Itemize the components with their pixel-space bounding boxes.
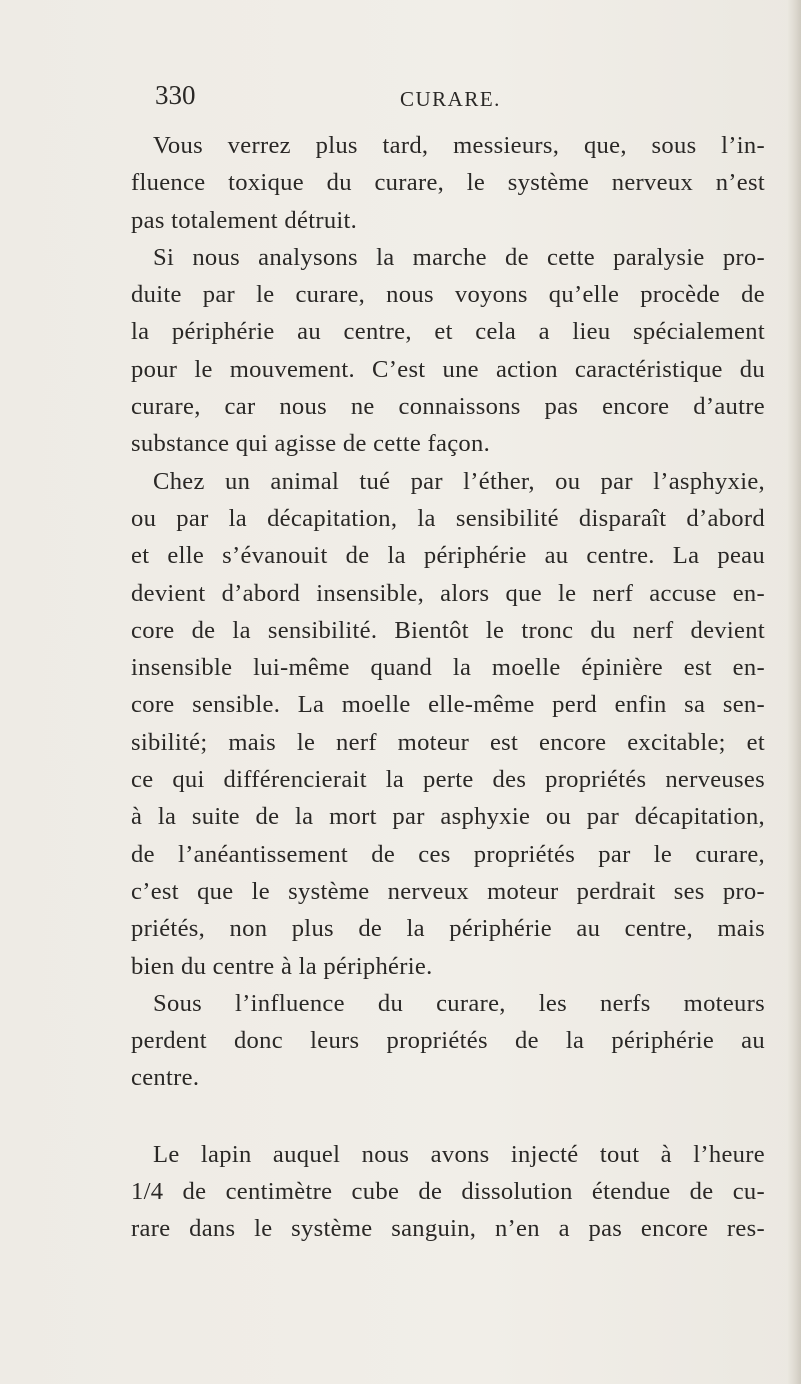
text-line: c’est que le système nerveux moteur perdrait ses pro-	[131, 877, 765, 905]
text-line: pour le mouvement. C’est une action caractéristique du	[131, 355, 765, 383]
text-line: sibilité; mais le nerf moteur est encore excitable; et	[131, 728, 765, 756]
running-title: CURARE.	[400, 87, 501, 111]
page-edge-shadow	[787, 0, 801, 1384]
paragraph	[131, 127, 765, 239]
paragraph	[131, 1136, 765, 1248]
text-line: Chez un animal tué par l’éther, ou par l’asphyxie,	[153, 467, 765, 495]
page-number: 330	[155, 80, 196, 110]
text-line: la périphérie au centre, et cela a lieu spécialement	[131, 318, 765, 346]
text-line: core sensible. La moelle elle-même perd enfin sa sen-	[131, 691, 765, 719]
paragraph	[131, 239, 765, 463]
paragraph	[131, 463, 765, 985]
text-line: priétés, non plus de la périphérie au centre, mais	[131, 915, 765, 943]
text-line: Sous l’influence du curare, les nerfs moteurs	[153, 989, 765, 1017]
text-line: pas totalement détruit.	[131, 206, 358, 234]
text-line: Vous verrez plus tard, messieurs, que, sous l’in-	[153, 132, 765, 159]
text-line: duite par le curare, nous voyons qu’elle procède de	[131, 281, 765, 309]
text-line: ou par la décapitation, la sensibilité disparaît d’abord	[131, 504, 765, 532]
paragraph-gap	[131, 1097, 765, 1136]
paragraph	[131, 985, 765, 1097]
text-line: substance qui agisse de cette façon.	[131, 430, 491, 458]
text-line: core de la sensibilité. Bientôt le tronc du nerf devient	[131, 616, 765, 644]
text-line: et elle s’évanouit de la périphérie au centre. La peau	[131, 542, 765, 570]
text-line: fluence toxique du curare, le système nerveux n’est	[131, 169, 765, 197]
page-header	[155, 80, 755, 120]
text-line: de l’anéantissement de ces propriétés par le curare,	[131, 840, 765, 868]
text-line: devient d’abord insensible, alors que le nerf accuse en-	[131, 579, 765, 607]
text-line: insensible lui-même quand la moelle épinière est en-	[131, 654, 765, 682]
text-line: rare dans le système sanguin, n’en a pas encore res-	[131, 1215, 765, 1243]
text-line: perdent donc leurs propriétés de la périphérie au	[131, 1027, 765, 1055]
text-line: Le lapin auquel nous avons injecté tout à l’heure	[153, 1140, 765, 1168]
text-line: à la suite de la mort par asphyxie ou par décapitation,	[131, 803, 765, 831]
text-line: centre.	[131, 1064, 200, 1092]
text-line: Si nous analysons la marche de cette paralysie pro-	[153, 243, 765, 271]
text-line: 1/4 de centimètre cube de dissolution étendue de cu-	[131, 1178, 765, 1206]
text-line: curare, car nous ne connaissons pas encore d’autre	[131, 393, 765, 421]
body-text	[131, 127, 765, 1248]
text-line: bien du centre à la périphérie.	[131, 952, 433, 980]
text-line: ce qui différencierait la perte des propriétés nerveuses	[131, 766, 765, 794]
